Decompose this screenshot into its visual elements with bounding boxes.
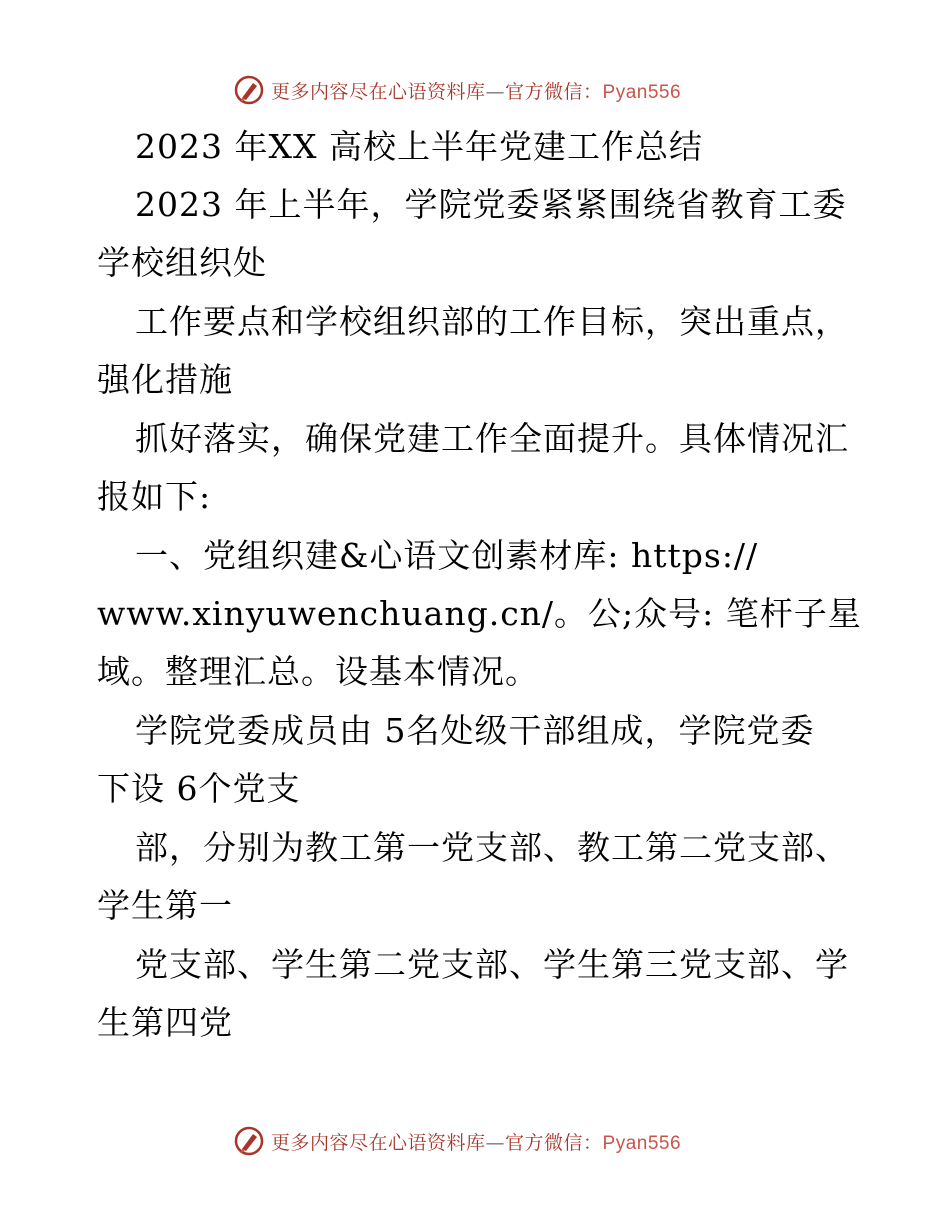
body-line: 强化措施 [97, 360, 233, 399]
body-line: 2023 年上半年，学院党委紧紧围绕省教育工委 [135, 185, 847, 224]
body-line: www.xinyuwenchuang.cn/。公;众号: 笔杆子星 [97, 594, 862, 633]
watermark-wechat-id: Pyan556 [602, 81, 682, 103]
watermark-separator: — [485, 1131, 506, 1154]
body-line: 下设 6个党支 [97, 769, 301, 808]
body-line: 学校组织处 [97, 243, 267, 282]
body-line: 域。整理汇总。设基本情况。 [97, 652, 539, 691]
watermark-main-text: 更多内容尽在心语资料库 [271, 80, 486, 103]
body-line: 党支部、学生第二党支部、学生第三党支部、学 [135, 945, 849, 984]
body-line: 工作要点和学校组织部的工作目标，突出重点， [135, 302, 849, 341]
watermark-wechat-label: 官方微信： [505, 80, 603, 103]
watermark-separator: — [485, 80, 506, 103]
header-watermark [233, 72, 681, 108]
body-line: 报如下: [97, 477, 212, 516]
document-title: 2023 年XX 高校上半年党建工作总结 [135, 127, 703, 166]
watermark-wechat-label: 官方微信： [505, 1131, 603, 1154]
body-line: 生第四党 [97, 1003, 233, 1042]
body-line: 抓好落实，确保党建工作全面提升。具体情况汇 [135, 419, 849, 458]
body-line: 部，分别为教工第一党支部、教工第二党支部、 [135, 828, 849, 867]
pen-in-circle-logo-icon [233, 1125, 265, 1157]
watermark-main-text: 更多内容尽在心语资料库 [271, 1131, 486, 1154]
pen-in-circle-logo-icon [233, 74, 265, 106]
footer-watermark [233, 1123, 681, 1159]
body-line: 学生第一 [97, 886, 233, 925]
body-line: 一、党组织建&心语文创素材库: https:// [135, 536, 759, 575]
watermark-wechat-id: Pyan556 [602, 1132, 682, 1154]
body-line: 学院党委成员由 5名处级干部组成，学院党委 [135, 711, 815, 750]
